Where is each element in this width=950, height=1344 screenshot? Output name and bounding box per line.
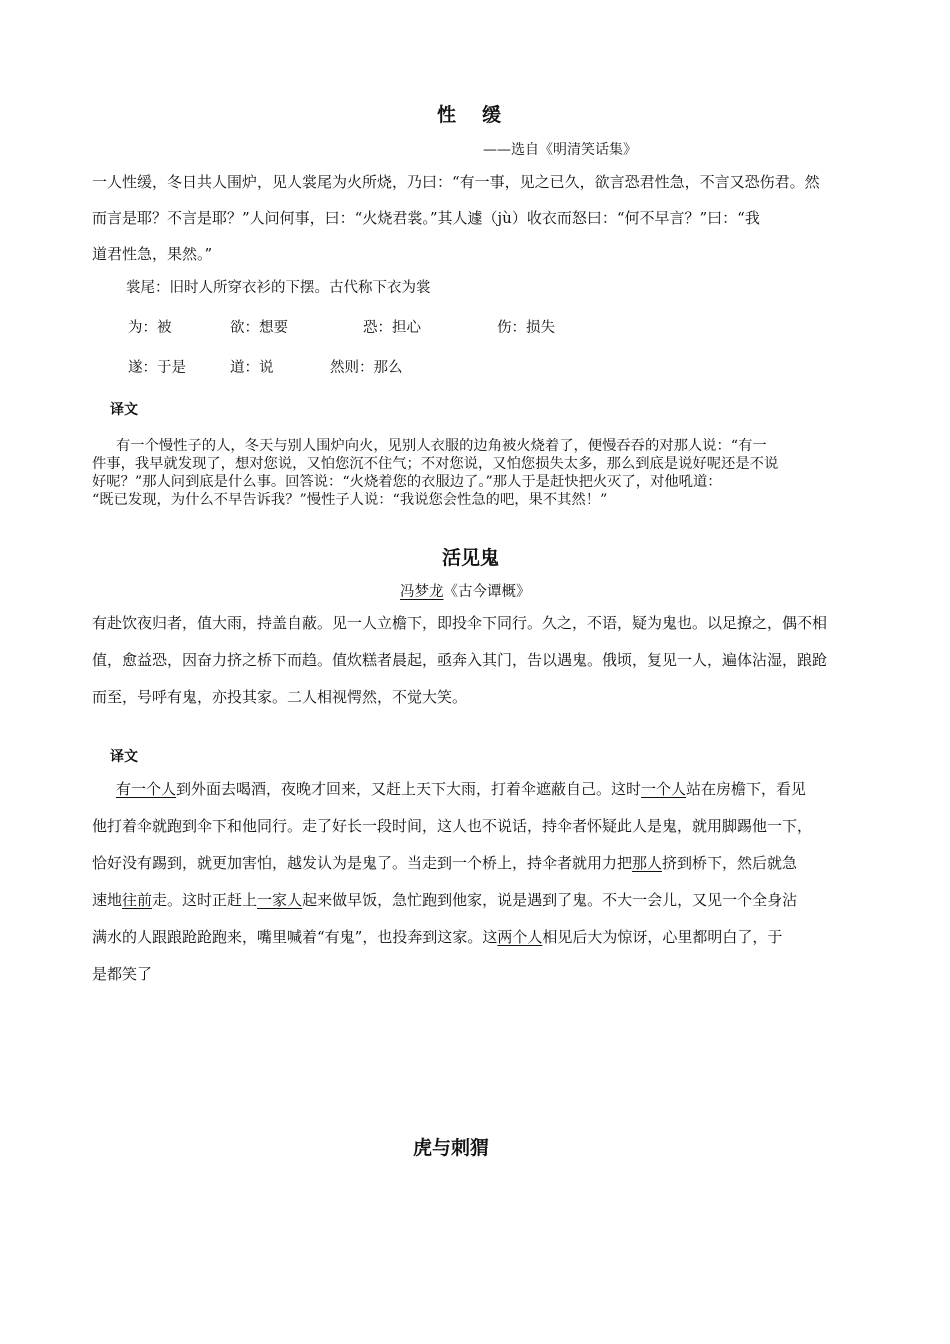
section2-translation	[92, 778, 872, 1000]
text-span: 站在房檐下，看见	[686, 780, 807, 798]
glossary-row-1	[0, 316, 950, 336]
section3-title: 虎与刺猬	[413, 1137, 490, 1159]
text-span: 满水的人跟踉跄跄跑来，嘴里喊着“有鬼”，也投奔到这家。这	[92, 928, 498, 946]
translation-line: 是都笑了	[92, 965, 153, 983]
section2-text	[92, 612, 872, 723]
text-span: 恰好没有踢到，就更加害怕，越发认为是鬼了。当走到一个桥上，持伞者就用力把	[92, 854, 633, 872]
glossary-item: 欲：想要	[230, 320, 288, 336]
translation-line	[92, 926, 872, 963]
glossary-item: 伤：损失	[497, 320, 555, 336]
translation-heading: 译文	[110, 749, 138, 765]
underlined-phrase: 两个人	[497, 928, 543, 946]
section1-title: 性缓	[437, 104, 528, 126]
underlined-phrase: 有一个人	[116, 780, 177, 798]
underlined-phrase: 那人	[632, 854, 663, 872]
source-author: 冯梦龙	[400, 584, 444, 600]
translation-line	[92, 889, 872, 926]
underlined-phrase: 往前	[122, 891, 153, 909]
translation-line: 有一个慢性子的人，冬天与别人围炉向火，见别人衣服的边角被火烧着了，便慢吞吞的对那人说：“有一	[116, 438, 767, 454]
glossary-item: 道：说	[230, 360, 274, 376]
text-line: 道君性急，果然。”	[92, 245, 213, 263]
glossary-item: 遂：于是	[128, 360, 186, 376]
glossary-item: 为：被	[128, 320, 172, 336]
underlined-phrase: 一家人	[257, 891, 303, 909]
glossary-item: 然则：那么	[330, 360, 403, 376]
translation-line: “既已发现，为什么不早告诉我？”慢性子人说：“我说您会性急的吧，果不其然！”	[92, 492, 608, 508]
source-book: 《古今谭概》	[443, 584, 531, 600]
text-line: 一人性缓，冬日共人围炉，见人裳尾为火所烧，乃曰：“有一事，见之已久，欲言恐君性急，不言又恐伤君。然	[92, 173, 820, 191]
text-span: 相见后大为惊讶，心里都明白了，于	[542, 928, 783, 946]
section1-text	[92, 171, 872, 279]
translation-line: 件事，我早就发现了，想对您说，又怕您沉不住气；不对您说，又怕您损失太多，那么到底是说好呢还是不说	[92, 456, 779, 472]
text-span: 挤到桥下，然后就急	[662, 854, 798, 872]
text-span: 速地	[92, 891, 123, 909]
translation-line	[92, 778, 872, 815]
section1-translation	[92, 437, 867, 509]
glossary-item: 恐：担心	[363, 320, 421, 336]
text-span: 起来做早饭，急忙跑到他家，说是遇到了鬼。不大一会儿，又见一个全身沾	[302, 891, 798, 909]
note-line: 裳尾：旧时人所穿衣衫的下摆。古代称下衣为裳	[126, 280, 431, 296]
text-line: 值，愈益恐，因奋力挤之桥下而趋。值炊糕者晨起，亟奔入其门，告以遇鬼。俄顷，复见一人，遍体沾湿，踉跄	[92, 651, 828, 669]
section2-title: 活见鬼	[442, 547, 500, 569]
text-line: 而至，号呼有鬼，亦投其家。二人相视愕然，不觉大笑。	[92, 688, 468, 706]
translation-line: 他打着伞就跑到伞下和他同行。走了好长一段时间，这人也不说话，持伞者怀疑此人是鬼，就用脚踢他一下，	[92, 817, 813, 835]
section1-source: ——选自《明清笑话集》	[483, 142, 637, 158]
translation-line	[92, 852, 872, 889]
glossary-row-2	[0, 356, 950, 376]
text-line: 有赴饮夜归者，值大雨，持盖自蔽。见一人立檐下，即投伞下同行。久之，不语，疑为鬼也。以足撩之，偶不相	[92, 614, 828, 632]
translation-line: 好呢？”那人问到底是什么事。回答说：“火烧着您的衣服边了。”那人于是赶快把火灭了，对他吼道：	[92, 474, 722, 490]
text-span: 走。这时正赶上	[152, 891, 258, 909]
text-line: 而言是耶？不言是耶？”人问何事，曰：“火烧君裳。”其人遽（jù）收衣而怒曰：“何不早言？”曰：“我	[92, 209, 760, 227]
translation-heading: 译文	[110, 402, 138, 418]
underlined-phrase: 一个人	[641, 780, 687, 798]
text-span: 到外面去喝酒，夜晚才回来，又赶上天下大雨，打着伞遮蔽自己。这时	[176, 780, 642, 798]
section2-source	[400, 580, 531, 601]
